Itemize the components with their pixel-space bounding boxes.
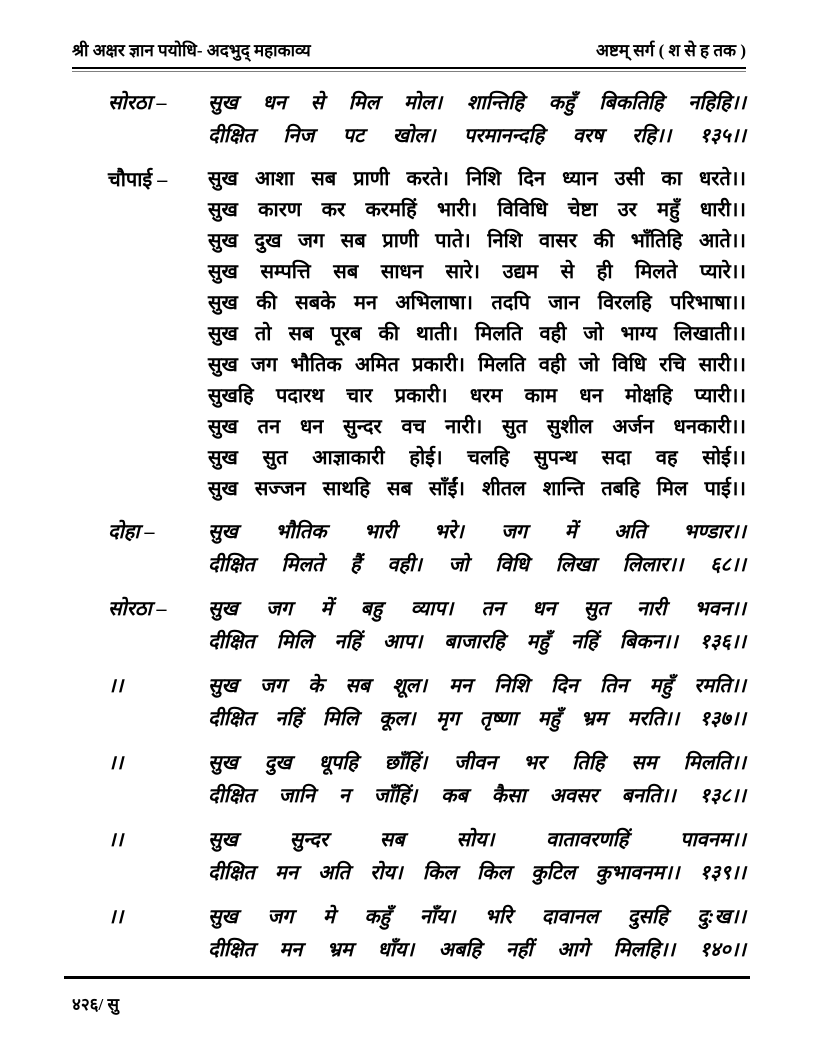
verse-lines xyxy=(208,670,746,736)
verse-lines xyxy=(208,901,746,967)
verse-line: सुख सम्पत्ति सब साधन सारे। उद्यम से ही मिलते प्यारे।। xyxy=(208,261,746,283)
verse-line: सुख धन से मिल मोल। शान्तिहि कहुँ बिकतिहि नहिहि।। xyxy=(208,92,746,114)
verse-line: सुख जग मे कहुँ नाँय। भरि दावानल दुसहि दु:ख।। xyxy=(208,906,746,928)
verse-form-label: चौपाई – xyxy=(108,169,168,191)
verse-line: सुख दुख जग सब प्राणी पाते। निशि वासर की भाँतिहि आते।। xyxy=(208,230,746,252)
verse-line: दीक्षित मिलते हैं वही। जो विधि लिखा लिलार।। ६८।। xyxy=(208,554,746,576)
verse-line: सुख कारण कर करमहिं भारी। विविधि चेष्टा उर महुँ धारी।। xyxy=(208,199,746,221)
verse-block xyxy=(108,87,746,153)
book-title: श्री अक्षर ज्ञान पयोधि- अदभुद् महाकाव्य xyxy=(72,41,311,60)
header-rule xyxy=(72,67,746,72)
verse-line: सुख सज्जन साथहि सब साँईं। शीतल शान्ति तबहि मिल पाई।। xyxy=(208,478,746,500)
verse-line: सुखहि पदारथ चार प्रकारी। धरम काम धन मोक्षहि प्यारी।। xyxy=(208,385,746,407)
verse-lines xyxy=(208,747,746,813)
verse-line: दीक्षित मन अति रोय। किल किल कुटिल कुभावनम।। १३९।। xyxy=(208,862,746,884)
verse-form-label: सोरठा – xyxy=(108,92,167,114)
verse-block xyxy=(108,747,746,813)
verse-line: सुख दुख धूपहि छाँहिं। जीवन भर तिहि सम मिलति।। xyxy=(208,752,746,774)
verse-line: दीक्षित निज पट खोल। परमानन्दहि वरष रहि।। १३५।। xyxy=(208,125,746,147)
verse-block xyxy=(108,593,746,659)
verse-form-label: ।। xyxy=(108,829,124,851)
verse-block xyxy=(108,824,746,890)
verse-form-label: सोरठा – xyxy=(108,598,167,620)
verse-lines xyxy=(208,164,746,505)
verse-line: सुख तन धन सुन्दर वच नारी। सुत सुशील अर्जन धनकारी।। xyxy=(208,416,746,438)
verse-lines xyxy=(208,824,746,890)
verse-line: सुख जग के सब शूल। मन निशि दिन तिन महुँ रमति।। xyxy=(208,675,746,697)
verse-form-label: ।। xyxy=(108,752,124,774)
verse-form-label: ।। xyxy=(108,675,124,697)
chapter-title: अष्टम् सर्ग ( श से ह तक ) xyxy=(595,41,746,60)
verse-line: दीक्षित जानि न जाँहिं। कब कैसा अवसर बनति।। १३८।। xyxy=(208,785,746,807)
verse-line: सुख तो सब पूरब की थाती। मिलति वही जो भाग्य लिखाती।। xyxy=(208,323,746,345)
verse-line: सुख की सबके मन अभिलाषा। तदपि जान विरलहि परिभाषा।। xyxy=(208,292,746,314)
verse-line: सुख जग भौतिक अमित प्रकारी। मिलति वही जो विधि रचि सारी।। xyxy=(208,354,746,376)
verse-lines xyxy=(208,593,746,659)
verse-line: दीक्षित मिलि नहिं आप। बाजारहि महुँ नहिं बिकन।। १३६।। xyxy=(208,631,746,653)
verse-block xyxy=(108,164,746,505)
verse-line: दीक्षित नहिं मिलि कूल। मृग तृष्णा महुँ भ्रम मरति।। १३७।। xyxy=(208,708,746,730)
verse-line: सुख सुन्दर सब सोय। वातावरणहिं पावनम।। xyxy=(208,829,746,851)
verse-form-label: दोहा – xyxy=(108,521,155,543)
verse-line: सुख आशा सब प्राणी करते। निशि दिन ध्यान उसी का धरते।। xyxy=(208,168,746,190)
page-header xyxy=(72,40,746,62)
verse-lines xyxy=(208,87,746,153)
verse-lines xyxy=(208,516,746,582)
verse-line: सुख सुत आज्ञाकारी होई। चलहि सुपन्थ सदा वह सोई।। xyxy=(208,447,746,469)
verse-block xyxy=(108,901,746,967)
verse-line: दीक्षित मन भ्रम धाँय। अबहि नहीं आगे मिलहि।। १४०।। xyxy=(208,939,746,961)
page-number: ४२६/ सु xyxy=(72,995,119,1014)
verse-line: सुख भौतिक भारी भरे। जग में अति भण्डार।। xyxy=(208,521,746,543)
verse-block xyxy=(108,516,746,582)
verse-form-label: ।। xyxy=(108,906,124,928)
verse-blocks xyxy=(72,87,746,967)
verse-block xyxy=(108,670,746,736)
footer-rule xyxy=(64,976,750,979)
verse-line: सुख जग में बहु व्याप। तन धन सुत नारी भवन।। xyxy=(208,598,746,620)
